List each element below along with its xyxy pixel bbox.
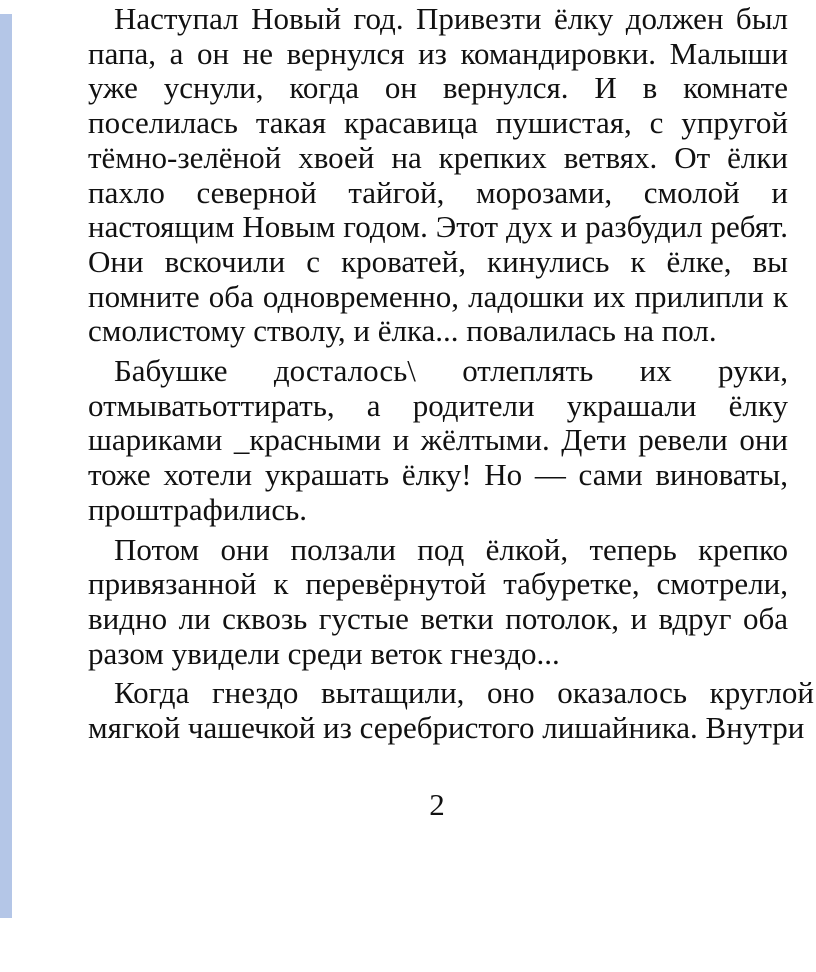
left-margin-band [0,14,12,918]
paragraph-1: Наступал Новый год. Привезти ёлку должен был папа, а он не вернулся из командировки. Малыши уже уснули, когда он вернулся. И в комнате поселилась такая красавица пушистая, с упругой тёмно-зелёной хвоей на крепких ветвях. От ёлки пахло северной тайгой, морозами, смолой и настоящим Новым годом. Этот дух и разбудил ребят. Они вскочили с кроватей, кинулись к ёлке, вы помните оба одновременно, ладошки их прилипли к смолистому стволу, и ёлка... повалилась на пол. [88,1,788,349]
body-text [88,0,814,746]
paragraph-4: Когда гнездо вытащили, оно оказалось круглой мягкой чашечкой из серебристого лишайника. Внутри [88,675,814,746]
page-number: 2 [429,787,445,822]
paragraph-2: Бабушке досталось\ отлеплять их руки, отмыватьоттирать, а родители украшали ёлку шариками _красными и жёлтыми. Дети ревели они тоже хотели украшать ёлку! Но — сами виноваты, проштрафились. [88,353,788,527]
paragraph-3: Потом они ползали под ёлкой, теперь крепко привязанной к перевёрнутой табуретке, смотрели, видно ли сквозь густые ветки потолок, и вдруг оба разом увидели среди веток гнездо... [88,531,788,671]
